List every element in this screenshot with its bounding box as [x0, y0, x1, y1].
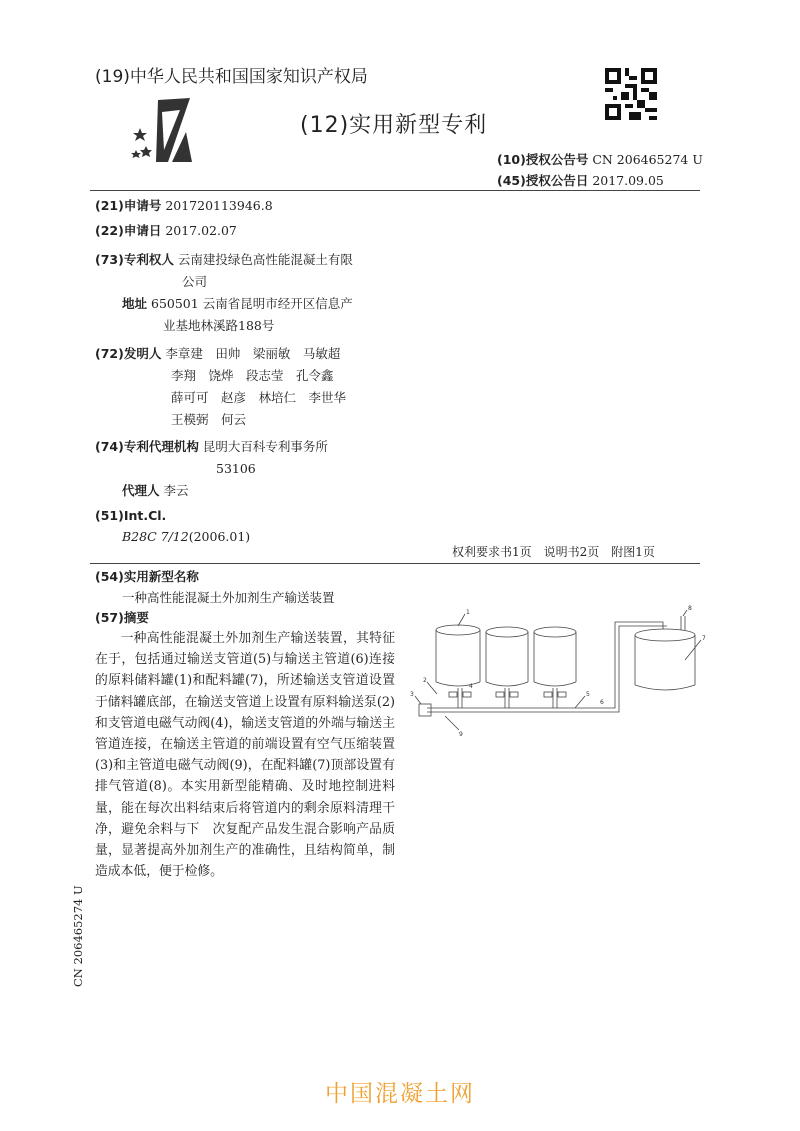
- figure-label-branch: 5: [586, 691, 590, 698]
- qr-code-icon: [605, 68, 657, 120]
- application-number-label: (21)申请号: [95, 198, 162, 213]
- publication-number-value: CN 206465274 U: [592, 152, 703, 167]
- inventor-line-3: 薛可可 赵彦 林培仁 李世华: [171, 390, 347, 405]
- footer-watermark: 中国混凝土网: [325, 1081, 475, 1107]
- owner-line1: 云南建投绿色高性能混凝土有限: [177, 252, 353, 267]
- intcl-code: B28C 7/12: [122, 529, 189, 544]
- figure-label-mixer: 7: [702, 635, 706, 642]
- title-label-row: [95, 566, 199, 587]
- figure-label-valve: 4: [469, 683, 473, 690]
- figure-label-compressor: 3: [410, 691, 414, 698]
- office-name: (19)中华人民共和国国家知识产权局: [95, 67, 368, 87]
- owner-label: (73)专利权人: [95, 252, 174, 267]
- publication-number-label: (10)授权公告号: [497, 152, 589, 167]
- agent-label: 代理人: [122, 483, 160, 498]
- figure-label-vent: 8: [688, 605, 692, 612]
- inventor-line-1: 李章建 田帅 梁丽敏 马敏超: [165, 346, 341, 361]
- application-date-label: (22)申请日: [95, 223, 162, 238]
- title-label: (54)实用新型名称: [95, 569, 199, 584]
- address-label: 地址: [122, 296, 148, 311]
- figure-label-tank: 1: [466, 609, 470, 616]
- application-date-value: 2017.02.07: [165, 223, 237, 238]
- publication-date-value: 2017.09.05: [592, 173, 664, 188]
- agency-row: [95, 436, 328, 457]
- address-line2: 业基地林溪路188号: [163, 318, 275, 333]
- intcl-classification: [122, 526, 250, 547]
- page-count-info: 权利要求书1页 说明书2页 附图1页: [452, 545, 655, 559]
- application-number-value: 201720113946.8: [165, 198, 273, 213]
- address-line1: 650501 云南省昆明市经开区信息产: [151, 296, 353, 311]
- agency-label: (74)专利代理机构: [95, 439, 199, 454]
- publication-date: [497, 171, 664, 189]
- document-type-title: (12)实用新型专利: [300, 113, 488, 138]
- biblio-divider: [90, 563, 700, 564]
- application-date-row: [95, 220, 237, 241]
- intcl-label: (51)Int.Cl.: [95, 508, 167, 523]
- inventor-label: (72)发明人: [95, 346, 162, 361]
- agent-row: [122, 480, 189, 501]
- application-number-row: [95, 195, 273, 216]
- agency-line2: 53106: [216, 461, 256, 476]
- side-publication-number: CN 206465274 U: [71, 885, 85, 987]
- figure-label-main: 6: [600, 699, 604, 706]
- apparatus-figure: [405, 600, 715, 745]
- agency-line1: 昆明大百科专利事务所: [202, 439, 328, 454]
- publication-number: [497, 150, 703, 168]
- abstract-text: 一种高性能混凝土外加剂生产输送装置，其特征在于，包括通过输送支管道(5)与输送主管道(6)连接的原料储料罐(1)和配料罐(7)，所述输送支管道设置于储料罐底部，在输送支管道上设置有原料输送泵(2)和支管道电磁气动阀(4)，输送支管道的外端与输送主管道连接，在输送主管道的前端设置有空气压缩装置(3)和主管道电磁气动阀(9)，在配料罐(7)顶部设置有排气管道(8)。本实用新型能精确、及时地控制进料量，能在每次出料结束后将管道内的剩余原料清理干净，避免余料与下 次复配产品发生混合影响产品质量，显著提高外加剂生产的准确性，且结构简单，制造成本低，便于检修。: [95, 631, 395, 880]
- inventor-line-2: 李翔 饶烨 段志莹 孔令鑫: [171, 368, 334, 383]
- agent-value: 李云: [163, 483, 189, 498]
- intcl-row: [95, 505, 166, 526]
- figure-label-mainvalve: 9: [459, 731, 463, 738]
- abstract-label: (57)摘要: [95, 610, 149, 625]
- owner-line2: 公司: [182, 274, 208, 289]
- sipo-emblem-logo: [128, 92, 208, 172]
- abstract-body: [95, 628, 395, 882]
- header-divider: [90, 190, 700, 191]
- utility-model-title: 一种高性能混凝土外加剂生产输送装置: [122, 590, 335, 605]
- inventor-line-4: 王模弼 何云: [171, 412, 247, 427]
- inventor-row: [95, 343, 340, 364]
- figure-label-pump: 2: [423, 677, 427, 684]
- abstract-label-row: [95, 607, 149, 628]
- owner-row: [95, 249, 353, 270]
- publication-date-label: (45)授权公告日: [497, 173, 589, 188]
- intcl-year: (2006.01): [188, 529, 251, 544]
- address-row: [122, 293, 353, 314]
